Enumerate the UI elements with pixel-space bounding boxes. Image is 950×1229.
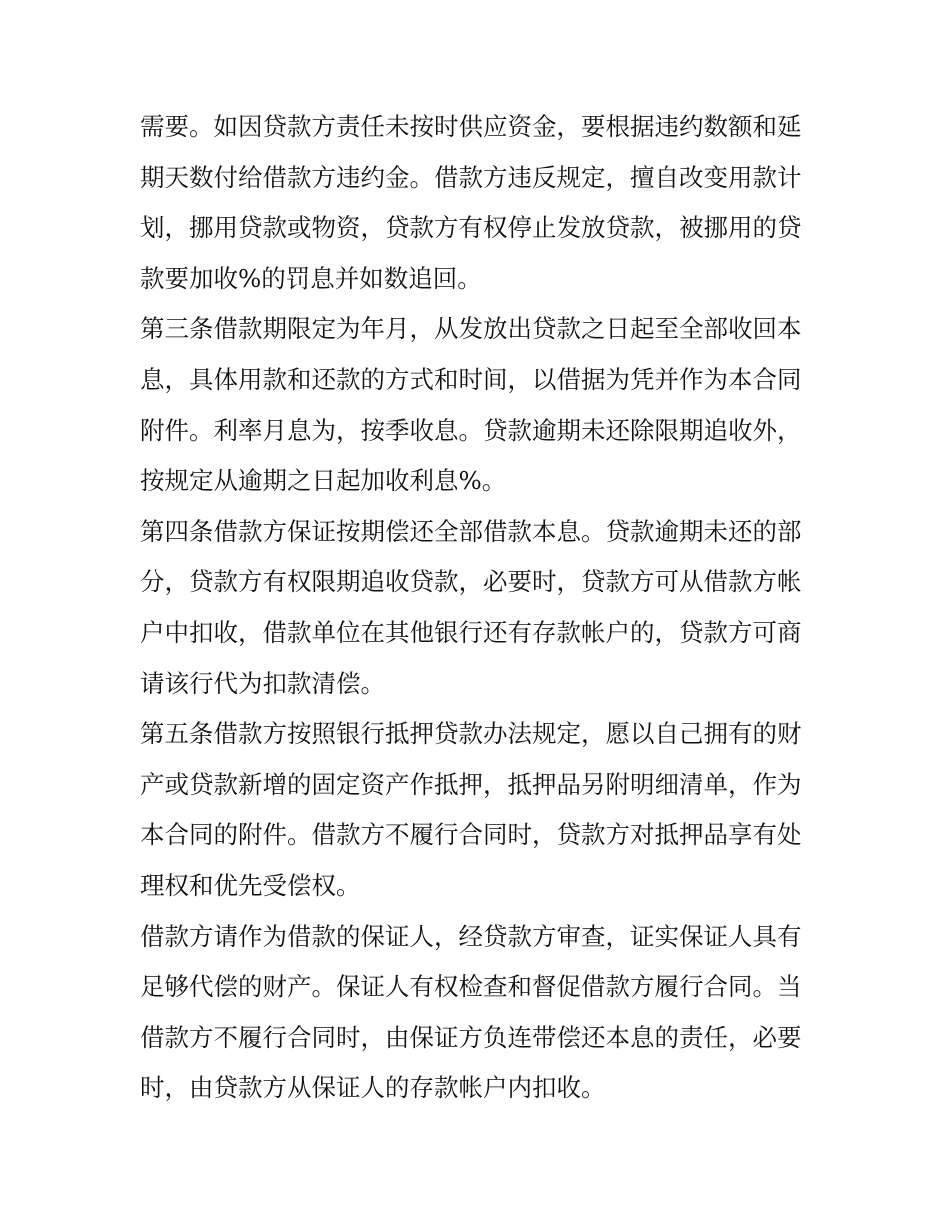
text-line: 户中扣收，借款单位在其他银行还有存款帐户的，贷款方可商 (140, 617, 802, 647)
text-line: 时，由贷款方从保证人的存款帐户内扣收。 (140, 1073, 606, 1103)
text-line: 息，具体用款和还款的方式和时间，以借据为凭并作为本合同 (140, 364, 802, 394)
text-line: 附件。利率月息为，按季收息。贷款逾期未还除限期追收外， (140, 415, 802, 445)
text-line: 本合同的附件。借款方不履行合同时，贷款方对抵押品享有处 (140, 820, 802, 850)
text-line: 请该行代为扣款清偿。 (140, 668, 385, 698)
text-line: 划，挪用贷款或物资，贷款方有权停止发放贷款，被挪用的贷 (140, 213, 802, 243)
text-line: 按规定从逾期之日起加收利息%。 (140, 466, 507, 496)
text-line: 款要加收%的罚息并如数追回。 (140, 263, 482, 293)
text-line: 第五条借款方按照银行抵押贷款办法规定，愿以自己拥有的财 (140, 719, 802, 749)
text-line: 借款方不履行合同时，由保证方负连带偿还本息的责任，必要 (140, 1022, 802, 1052)
text-line: 产或贷款新增的固定资产作抵押，抵押品另附明细清单，作为 (140, 769, 802, 799)
text-line: 需要。如因贷款方责任未按时供应资金，要根据违约数额和延 (140, 112, 802, 141)
text-line: 足够代偿的财产。保证人有权检查和督促借款方履行合同。当 (140, 972, 802, 1002)
text-line: 理权和优先受偿权。 (140, 870, 361, 900)
text-line: 分，贷款方有权限期追收贷款，必要时，贷款方可从借款方帐 (140, 567, 802, 597)
contract-text (140, 102, 820, 1114)
text-line: 第四条借款方保证按期偿还全部借款本息。贷款逾期未还的部 (140, 516, 802, 546)
text-line: 期天数付给借款方违约金。借款方违反规定，擅自改变用款计 (140, 162, 802, 192)
text-line: 第三条借款期限定为年月，从发放出贷款之日起至全部收回本 (140, 314, 802, 344)
text-line: 借款方请作为借款的保证人，经贷款方审查，证实保证人具有 (140, 921, 802, 951)
